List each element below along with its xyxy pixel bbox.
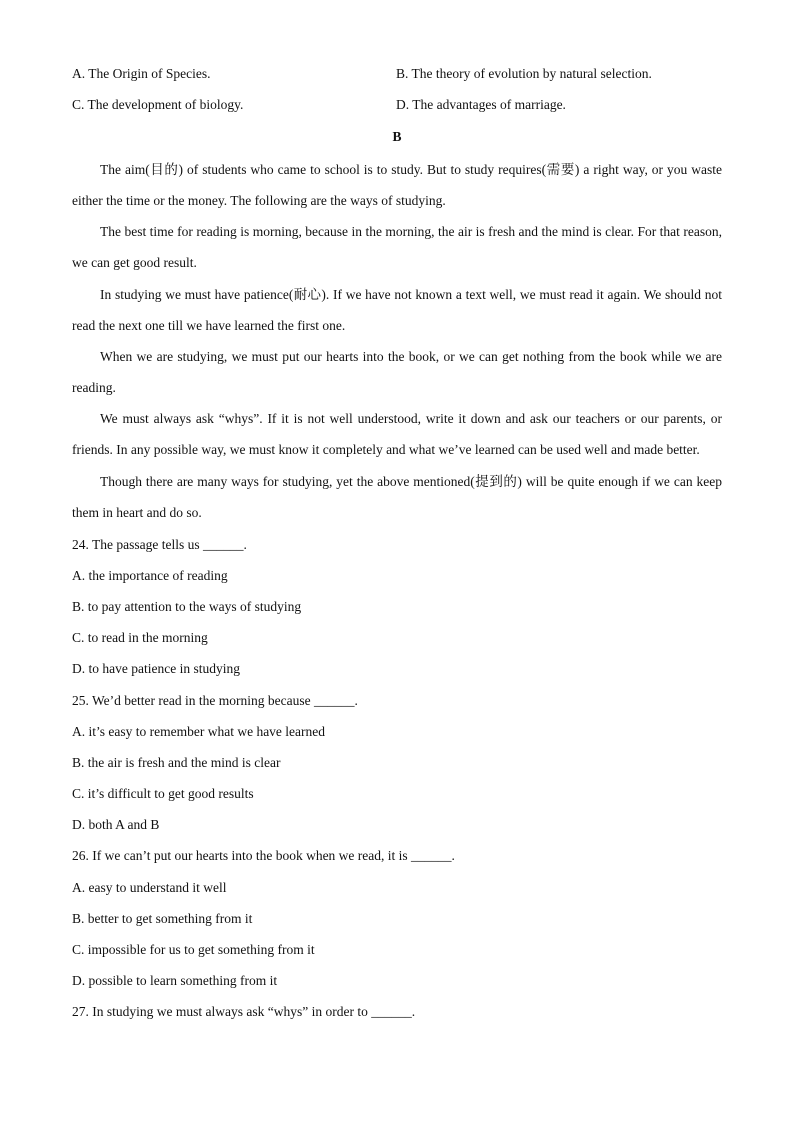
passage-paragraph: When we are studying, we must put our hearts into the book, or we can get nothing from the book while we are reading.: [72, 349, 722, 396]
option-a: A. The Origin of Species.: [72, 66, 211, 81]
option-c: C. The development of biology.: [72, 97, 244, 112]
answer-option: D. to have patience in studying: [72, 661, 240, 676]
option-b: B. The theory of evolution by natural selection.: [396, 66, 652, 81]
question-stem: 25. We’d better read in the morning because ______.: [72, 693, 358, 708]
question-stem: 24. The passage tells us ______.: [72, 537, 247, 552]
answer-option: B. better to get something from it: [72, 911, 253, 926]
passage-paragraph: We must always ask “whys”. If it is not well understood, write it down and ask our teachers or our parents, or friends. In any possible way, we must know it completely and what we’ve learned can be used well and made better.: [72, 411, 722, 458]
answer-option: D. both A and B: [72, 817, 160, 832]
question-stem: 27. In studying we must always ask “whys” in order to ______.: [72, 1004, 416, 1019]
question-stem: 26. If we can’t put our hearts into the book when we read, it is ______.: [72, 848, 455, 863]
answer-option: C. impossible for us to get something from it: [72, 942, 315, 957]
passage-paragraph: The aim(目的) of students who came to school is to study. But to study requires(需要) a right way, or you waste either the time or the money. The following are the ways of studying.: [72, 162, 722, 209]
previous-options-row-2: [72, 97, 722, 117]
previous-options-row-1: [72, 66, 722, 86]
answer-option: C. to read in the morning: [72, 630, 208, 645]
answer-option: A. it’s easy to remember what we have learned: [72, 724, 326, 739]
passage-paragraph: In studying we must have patience(耐心). If we have not known a text well, we must read it again. We should not read the next one till we have learned the first one.: [72, 287, 722, 334]
option-d: D. The advantages of marriage.: [396, 97, 566, 112]
passage-paragraph: The best time for reading is morning, because in the morning, the air is fresh and the mind is clear. For that reason, we can get good result.: [72, 224, 722, 271]
answer-option: A. the importance of reading: [72, 568, 228, 583]
answer-option: B. to pay attention to the ways of studying: [72, 599, 302, 614]
answer-option: D. possible to learn something from it: [72, 973, 278, 988]
section-heading: B: [392, 129, 402, 144]
answer-option: A. easy to understand it well: [72, 880, 227, 895]
passage-paragraph: Though there are many ways for studying, yet the above mentioned(提到的) will be quite enough if we can keep them in heart and do so.: [72, 474, 722, 521]
answer-option: C. it’s difficult to get good results: [72, 786, 254, 801]
answer-option: B. the air is fresh and the mind is clear: [72, 755, 281, 770]
